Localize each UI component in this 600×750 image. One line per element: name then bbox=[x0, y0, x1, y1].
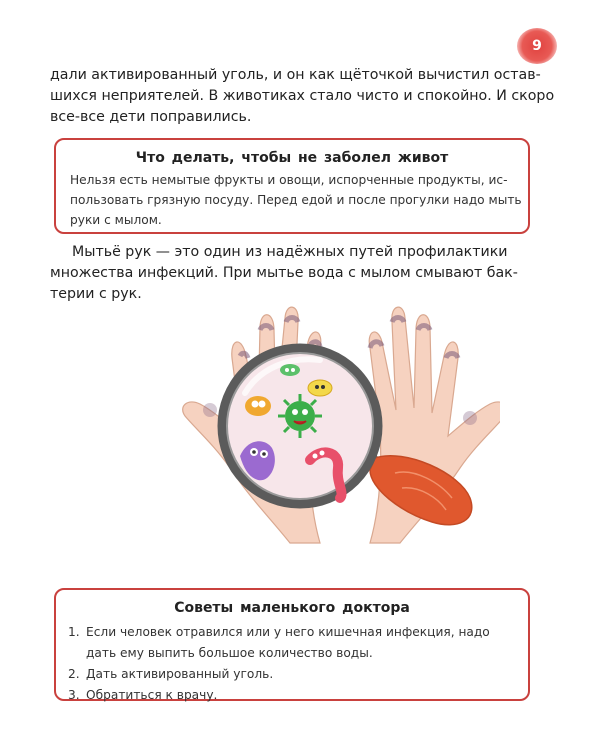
handwash-line-1: Мытьё рук — это один из надёжных путей профилактики bbox=[72, 244, 508, 260]
intro-line-2: шихся неприятелей. В животиках стало чисто и спокойно. И скоро bbox=[50, 88, 555, 104]
small-green-germ-icon bbox=[280, 364, 300, 376]
intro-line-1: дали активированный уголь, и он как щёточкой вычистил остав- bbox=[50, 67, 541, 83]
stomach-box-title: Что делать, чтобы не заболел живот bbox=[135, 150, 449, 166]
orange-germ-icon bbox=[245, 396, 271, 416]
stomach-tips-box bbox=[54, 138, 530, 234]
list-item: 1. Если человек отравился или у него кишечная инфекция, надо дать ему выпить большое количество воды. bbox=[68, 625, 490, 660]
intro-paragraph bbox=[50, 65, 555, 128]
doctor-tips-title: Советы маленького доктора bbox=[174, 600, 410, 616]
green-virus-icon bbox=[278, 394, 322, 438]
stomach-box-line-1: Нельзя есть немытые фрукты и овощи, испорченные продукты, ис- bbox=[70, 173, 508, 187]
intro-line-3: все-все дети поправились. bbox=[50, 109, 252, 125]
list-item: 3. Обратиться к врачу. bbox=[68, 688, 218, 702]
handwash-line-3: терии с рук. bbox=[50, 286, 142, 302]
page-number: 9 bbox=[532, 38, 542, 54]
handwash-line-2: множества инфекций. При мытье вода с мылом смывают бак- bbox=[50, 265, 518, 281]
doctor-tips-box bbox=[54, 588, 530, 701]
page-number-badge bbox=[517, 28, 557, 64]
list-item: 2. Дать активированный уголь. bbox=[68, 667, 274, 681]
yellow-germ-icon bbox=[308, 380, 332, 396]
hands-magnifier-illustration bbox=[170, 298, 500, 568]
doctor-tips-list bbox=[66, 622, 518, 706]
stomach-box-line-3: руки с мылом. bbox=[70, 213, 162, 227]
handwash-paragraph bbox=[50, 242, 540, 305]
stomach-box-line-2: пользовать грязную посуду. Перед едой и после прогулки надо мыть bbox=[70, 193, 522, 207]
stomach-box-text bbox=[70, 170, 522, 230]
